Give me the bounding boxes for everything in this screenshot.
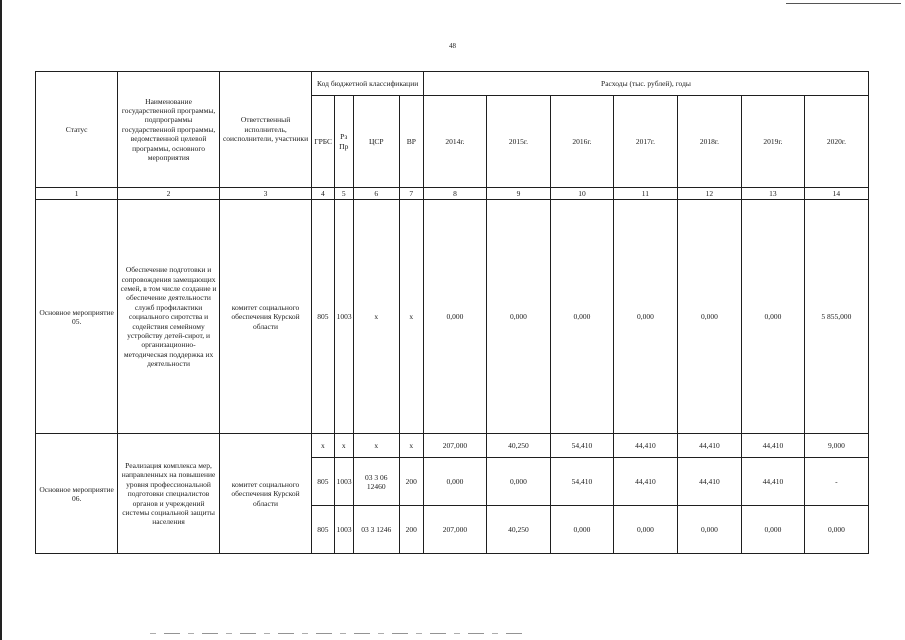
top-rule [786,3,901,4]
row2b-value: 0,000 [424,458,487,506]
row1-executor: комитет социального обеспечения Курской области [219,200,311,434]
row1-value: 0,000 [613,200,677,434]
row2b-vr: 200 [399,458,423,506]
column-number: 1 [36,188,118,200]
table-row [36,200,869,434]
budget-table [35,71,869,554]
column-number: 13 [741,188,804,200]
row2c-value: 0,000 [677,506,741,554]
page-number: 48 [449,42,456,50]
header-year: 2020г. [804,96,868,188]
row2a-value: 207,000 [424,434,487,458]
row2-name: Реализация комплекса мер, направленных на повышение уровня профессиональной подготовки специалистов органов и учреждений системы социальной защиты населения [118,434,220,554]
header-rzpr: Рз Пр [334,96,353,188]
header-expenses: Расходы (тыс. рублей), годы [424,72,869,96]
row2c-value: 207,000 [424,506,487,554]
row1-rzpr: 1003 [334,200,353,434]
row2c-value: 0,000 [741,506,804,554]
row1-name: Обеспечение подготовки и сопровождения замещающих семей, в том числе создание и обеспечение деятельности служб профилактики социального сиротства и содействия семейному устройству детей-сирот, и организационно-методическая поддержка их деятельности [118,200,220,434]
row2a-vr: x [399,434,423,458]
row2a-value: 44,410 [677,434,741,458]
row1-vr: x [399,200,423,434]
row2c-csr: 03 3 1246 [353,506,399,554]
header-year: 2014г. [424,96,487,188]
row2b-value: - [804,458,868,506]
row1-value: 5 855,000 [804,200,868,434]
column-number: 3 [219,188,311,200]
header-year: 2016г. [550,96,613,188]
column-number: 10 [550,188,613,200]
header-status: Статус [36,72,118,188]
row2b-value: 44,410 [613,458,677,506]
row2a-value: 44,410 [741,434,804,458]
row2b-grbs: 805 [312,458,334,506]
column-number-row [36,188,869,200]
row2b-rzpr: 1003 [334,458,353,506]
scan-edge [0,0,2,640]
header-grbs: ГРБС [312,96,334,188]
column-number: 2 [118,188,220,200]
scan-artifact [150,633,530,634]
header-csr: ЦСР [353,96,399,188]
header-name: Наименование государственной программы, подпрограммы государственной программы, ведомственной целевой программы, основного мероприятия [118,72,220,188]
column-number: 12 [677,188,741,200]
row2a-value: 40,250 [486,434,550,458]
row2b-value: 54,410 [550,458,613,506]
header-year: 2017г. [613,96,677,188]
row1-value: 0,000 [550,200,613,434]
row1-csr: x [353,200,399,434]
row2a-csr: x [353,434,399,458]
row2b-csr: 03 3 06 12460 [353,458,399,506]
row1-value: 0,000 [424,200,487,434]
row2c-value: 0,000 [613,506,677,554]
header-budget-code: Код бюджетной классификации [312,72,424,96]
column-number: 14 [804,188,868,200]
column-number: 11 [613,188,677,200]
row1-status: Основное мероприятие 05. [36,200,118,434]
header-vr: ВР [399,96,423,188]
row1-value: 0,000 [677,200,741,434]
row2c-value: 40,250 [486,506,550,554]
row2b-value: 44,410 [741,458,804,506]
row2-executor: комитет социального обеспечения Курской области [219,434,311,554]
column-number: 5 [334,188,353,200]
column-number: 6 [353,188,399,200]
table-row [36,434,869,458]
column-number: 9 [486,188,550,200]
row2a-value: 9,000 [804,434,868,458]
row2c-rzpr: 1003 [334,506,353,554]
row1-value: 0,000 [741,200,804,434]
row2c-vr: 200 [399,506,423,554]
header-year: 2019г. [741,96,804,188]
row2a-value: 44,410 [613,434,677,458]
column-number: 7 [399,188,423,200]
row2a-value: 54,410 [550,434,613,458]
header-row [36,72,869,96]
row2a-grbs: x [312,434,334,458]
header-executor: Ответственный исполнитель, соисполнители, участники [219,72,311,188]
column-number: 4 [312,188,334,200]
row2a-rzpr: x [334,434,353,458]
row2b-value: 0,000 [486,458,550,506]
column-number: 8 [424,188,487,200]
row2c-value: 0,000 [550,506,613,554]
row2-status: Основное мероприятие 06. [36,434,118,554]
row1-value: 0,000 [486,200,550,434]
row2b-value: 44,410 [677,458,741,506]
row1-grbs: 805 [312,200,334,434]
header-year: 2018г. [677,96,741,188]
header-year: 2015г. [486,96,550,188]
row2c-grbs: 805 [312,506,334,554]
row2c-value: 0,000 [804,506,868,554]
